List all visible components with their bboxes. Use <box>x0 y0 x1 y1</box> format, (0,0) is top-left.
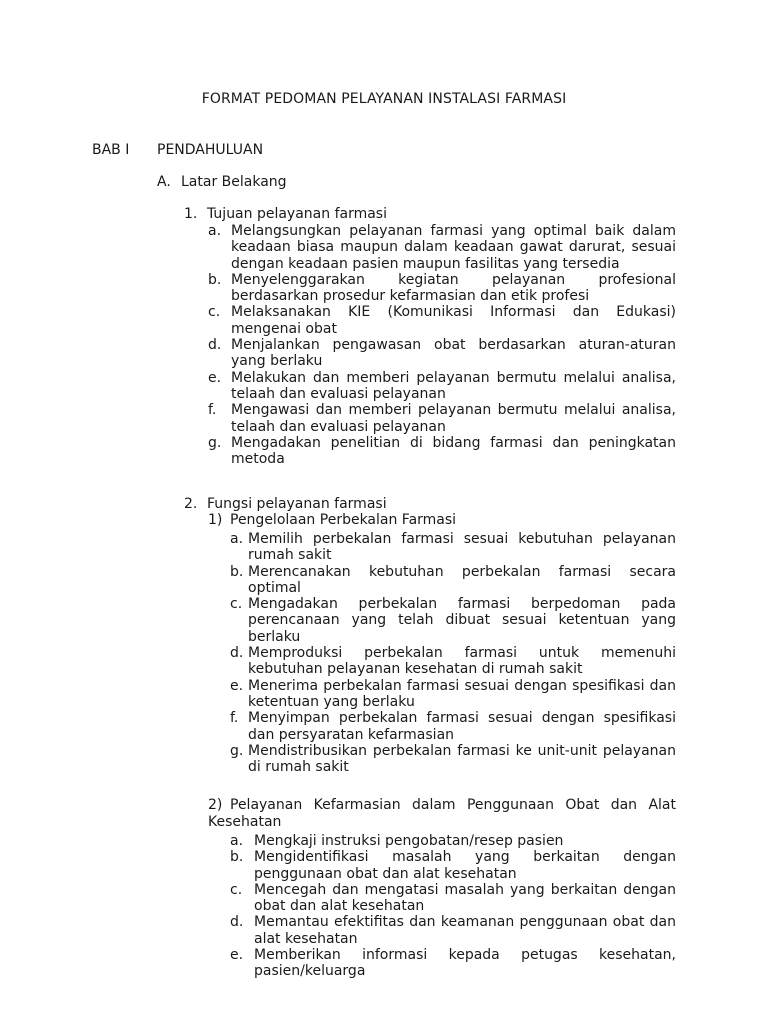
pengelolaan-heading-text: Pengelolaan Perbekalan Farmasi <box>230 512 457 528</box>
tujuan-heading <box>184 206 676 223</box>
fungsi-heading <box>184 496 676 513</box>
list-item-text: Memberikan informasi kepada petugas kesehatan, pasien/keluarga <box>254 947 676 980</box>
list-item <box>208 743 676 776</box>
list-item-text: Merencanakan kebutuhan perbekalan farmasi secara optimal <box>248 563 676 596</box>
list-item-label: b. <box>208 271 222 288</box>
pelayanan-heading-line2: Kesehatan <box>208 814 282 830</box>
list-item-label: f. <box>230 710 239 727</box>
list-item-text: Mengidentifikasi masalah yang berkaitan dengan penggunaan obat dan alat kesehatan <box>254 849 676 882</box>
list-item <box>208 947 676 980</box>
list-item <box>208 914 676 947</box>
list-item-label: e. <box>230 947 244 964</box>
list-item-text: Mengkaji instruksi pengobatan/resep pasien <box>254 833 564 849</box>
list-item-text: Memantau efektifitas dan keamanan penggunaan obat dan alat kesehatan <box>254 914 676 947</box>
list-item-text: Melangsungkan pelayanan farmasi yang optimal baik dalam keadaan biasa maupun dalam keadaan gawat darurat, sesuai dengan keadaan pasien maupun fasilitas yang tersedia <box>231 223 676 272</box>
list-item-text: Melakukan dan memberi pelayanan bermutu melalui analisa, telaah dan evaluasi pelayanan <box>231 369 676 402</box>
document-title: FORMAT PEDOMAN PELAYANAN INSTALASI FARMASI <box>201 91 567 107</box>
pelayanan-heading-line1: Pelayanan Kefarmasian dalam Penggunaan Obat dan Alat <box>230 797 676 813</box>
list-item-label: g. <box>208 434 222 451</box>
chapter-number: BAB I <box>92 142 130 158</box>
list-item-text: Mengadakan perbekalan farmasi berpedoman pada perencanaan yang telah dibuat sesuai ketentuan yang berlaku <box>248 596 676 645</box>
list-item-text: Mencegah dan mengatasi masalah yang berkaitan dengan obat dan alat kesehatan <box>254 881 676 915</box>
list-item-text: Memilih perbekalan farmasi sesuai kebutuhan pelayanan rumah sakit <box>248 531 676 564</box>
list-item-text: Mengadakan penelitian di bidang farmasi dan peningkatan metoda <box>231 434 676 468</box>
tujuan-heading-text: Tujuan pelayanan farmasi <box>207 206 387 222</box>
list-item-label: b. <box>230 849 244 866</box>
pelayanan-items <box>208 833 676 980</box>
pengelolaan-list-block <box>208 512 676 775</box>
fungsi-heading-block <box>184 496 676 513</box>
section-heading <box>157 174 287 190</box>
list-item-text: Menyimpan perbekalan farmasi sesuai dengan spesifikasi dan persyaratan kefarmasian <box>248 710 676 743</box>
list-item-label: g. <box>230 742 244 759</box>
list-item-label: c. <box>230 596 243 613</box>
list-item <box>208 596 676 645</box>
list-item-text: Menjalankan pengawasan obat berdasarkan aturan-aturan yang berlaku <box>231 337 676 370</box>
list-item-text: Mendistribusikan perbekalan farmasi ke unit-unit pelayanan di rumah sakit <box>248 742 676 776</box>
list-item <box>208 564 676 597</box>
list-item-label: e. <box>208 369 222 386</box>
pengelolaan-mark: 1) <box>208 512 223 528</box>
pengelolaan-items <box>208 531 676 775</box>
tujuan-mark: 1. <box>184 206 198 222</box>
list-item <box>184 370 676 403</box>
list-item-text: Menerima perbekalan farmasi sesuai dengan spesifikasi dan ketentuan yang berlaku <box>248 677 676 710</box>
list-item <box>184 223 676 272</box>
fungsi-heading-text: Fungsi pelayanan farmasi <box>207 496 387 512</box>
tujuan-items <box>184 223 676 467</box>
list-item <box>208 833 676 849</box>
list-item <box>208 531 676 564</box>
list-item-label: f. <box>208 402 217 419</box>
list-item-text: Mengawasi dan memberi pelayanan bermutu melalui analisa, telaah dan evaluasi pelayanan <box>231 402 676 435</box>
chapter-title: PENDAHULUAN <box>157 142 264 158</box>
list-item-label: a. <box>208 223 222 239</box>
list-item <box>208 710 676 743</box>
list-item-label: c. <box>230 881 243 898</box>
pengelolaan-heading <box>208 512 676 529</box>
section-mark: A. <box>157 174 171 190</box>
fungsi-mark: 2. <box>184 496 198 512</box>
tujuan-list-block <box>184 206 676 467</box>
list-item-label: d. <box>230 914 244 931</box>
list-item <box>184 272 676 305</box>
list-item <box>184 337 676 370</box>
pelayanan-list-block <box>208 797 676 980</box>
list-item-label: c. <box>208 304 221 321</box>
list-item <box>208 678 676 711</box>
list-item <box>184 304 676 337</box>
list-item-label: b. <box>230 563 244 580</box>
list-item-label: d. <box>230 645 244 662</box>
list-item <box>184 435 676 468</box>
list-item <box>208 849 676 882</box>
list-item-text: Memproduksi perbekalan farmasi untuk memenuhi kebutuhan pelayanan kesehatan di rumah sakit <box>248 645 676 678</box>
list-item-text: Melaksanakan KIE (Komunikasi Informasi dan Edukasi) mengenai obat <box>231 304 676 337</box>
pelayanan-heading <box>208 797 676 814</box>
list-item-label: a. <box>230 833 244 849</box>
list-item-label: d. <box>208 337 222 354</box>
list-item-label: a. <box>230 531 244 547</box>
list-item-text: Menyelenggarakan kegiatan pelayanan profesional berdasarkan prosedur kefarmasian dan etik profesi <box>231 271 676 305</box>
list-item-label: e. <box>230 677 244 694</box>
list-item <box>184 402 676 435</box>
pelayanan-mark: 2) <box>208 797 223 813</box>
section-title: Latar Belakang <box>181 174 287 190</box>
list-item <box>208 882 676 915</box>
list-item <box>208 645 676 678</box>
